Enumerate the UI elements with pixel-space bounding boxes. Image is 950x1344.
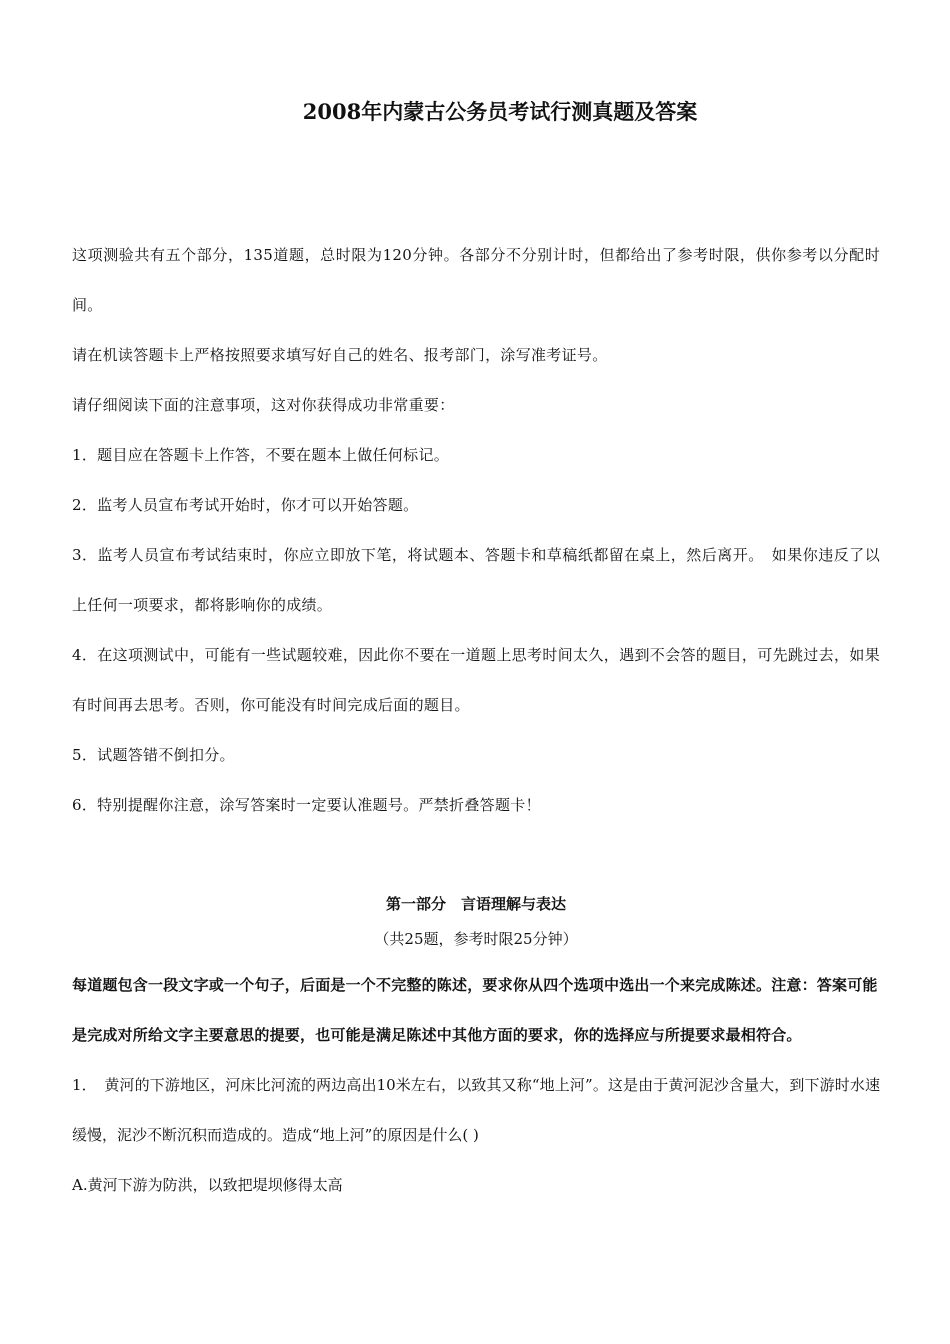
note-item: 3．监考人员宣布考试结束时，你应立即放下笔，将试题本、答题卡和草稿纸都留在桌上，然后离开。 如果你违反了以上任何一项要求，都将影响你的成绩。: [72, 546, 880, 614]
section-instructions: 每道题包含一段文字或一个句子，后面是一个不完整的陈述，要求你从四个选项中选出一个来完成陈述。注意：答案可能是完成对所给文字主要意思的提要，也可能是满足陈述中其他方面的要求，你的选择应与所提要求最相符合。: [72, 976, 878, 1044]
intro-paragraph: 请仔细阅读下面的注意事项，这对你获得成功非常重要：: [72, 396, 455, 414]
section-subheading: （共25题，参考时限25分钟）: [374, 930, 578, 948]
answer-option: A.黄河下游为防洪，以致把堤坝修得太高: [72, 1176, 343, 1194]
document-body: [72, 230, 880, 1210]
intro-paragraph: 这项测验共有五个部分，135道题，总时限为120分钟。各部分不分别计时，但都给出了参考时限，供你参考以分配时间。: [72, 246, 880, 314]
note-item: 2．监考人员宣布考试开始时，你才可以开始答题。: [72, 496, 419, 514]
note-item: 4．在这项测试中，可能有一些试题较难，因此你不要在一道题上思考时间太久，遇到不会答的题目，可先跳过去，如果有时间再去思考。否则，你可能没有时间完成后面的题目。: [72, 646, 880, 714]
section-heading: 第一部分 言语理解与表达: [385, 895, 566, 913]
note-item: 5．试题答错不倒扣分。: [72, 746, 235, 764]
note-item: 1．题目应在答题卡上作答，不要在题本上做任何标记。: [72, 446, 450, 464]
note-item: 6．特别提醒你注意，涂写答案时一定要认准题号。严禁折叠答题卡！: [72, 796, 541, 814]
intro-paragraph: 请在机读答题卡上严格按照要求填写好自己的姓名、报考部门，涂写准考证号。: [72, 346, 608, 364]
question-text: 1． 黄河的下游地区，河床比河流的两边高出10米左右，以致其又称“地上河”。这是由于黄河泥沙含量大，到下游时水速缓慢，泥沙不断沉积而造成的。造成“地上河”的原因是什么( ): [72, 1076, 880, 1144]
document-title: 2008年内蒙古公务员考试行测真题及答案: [302, 99, 698, 124]
